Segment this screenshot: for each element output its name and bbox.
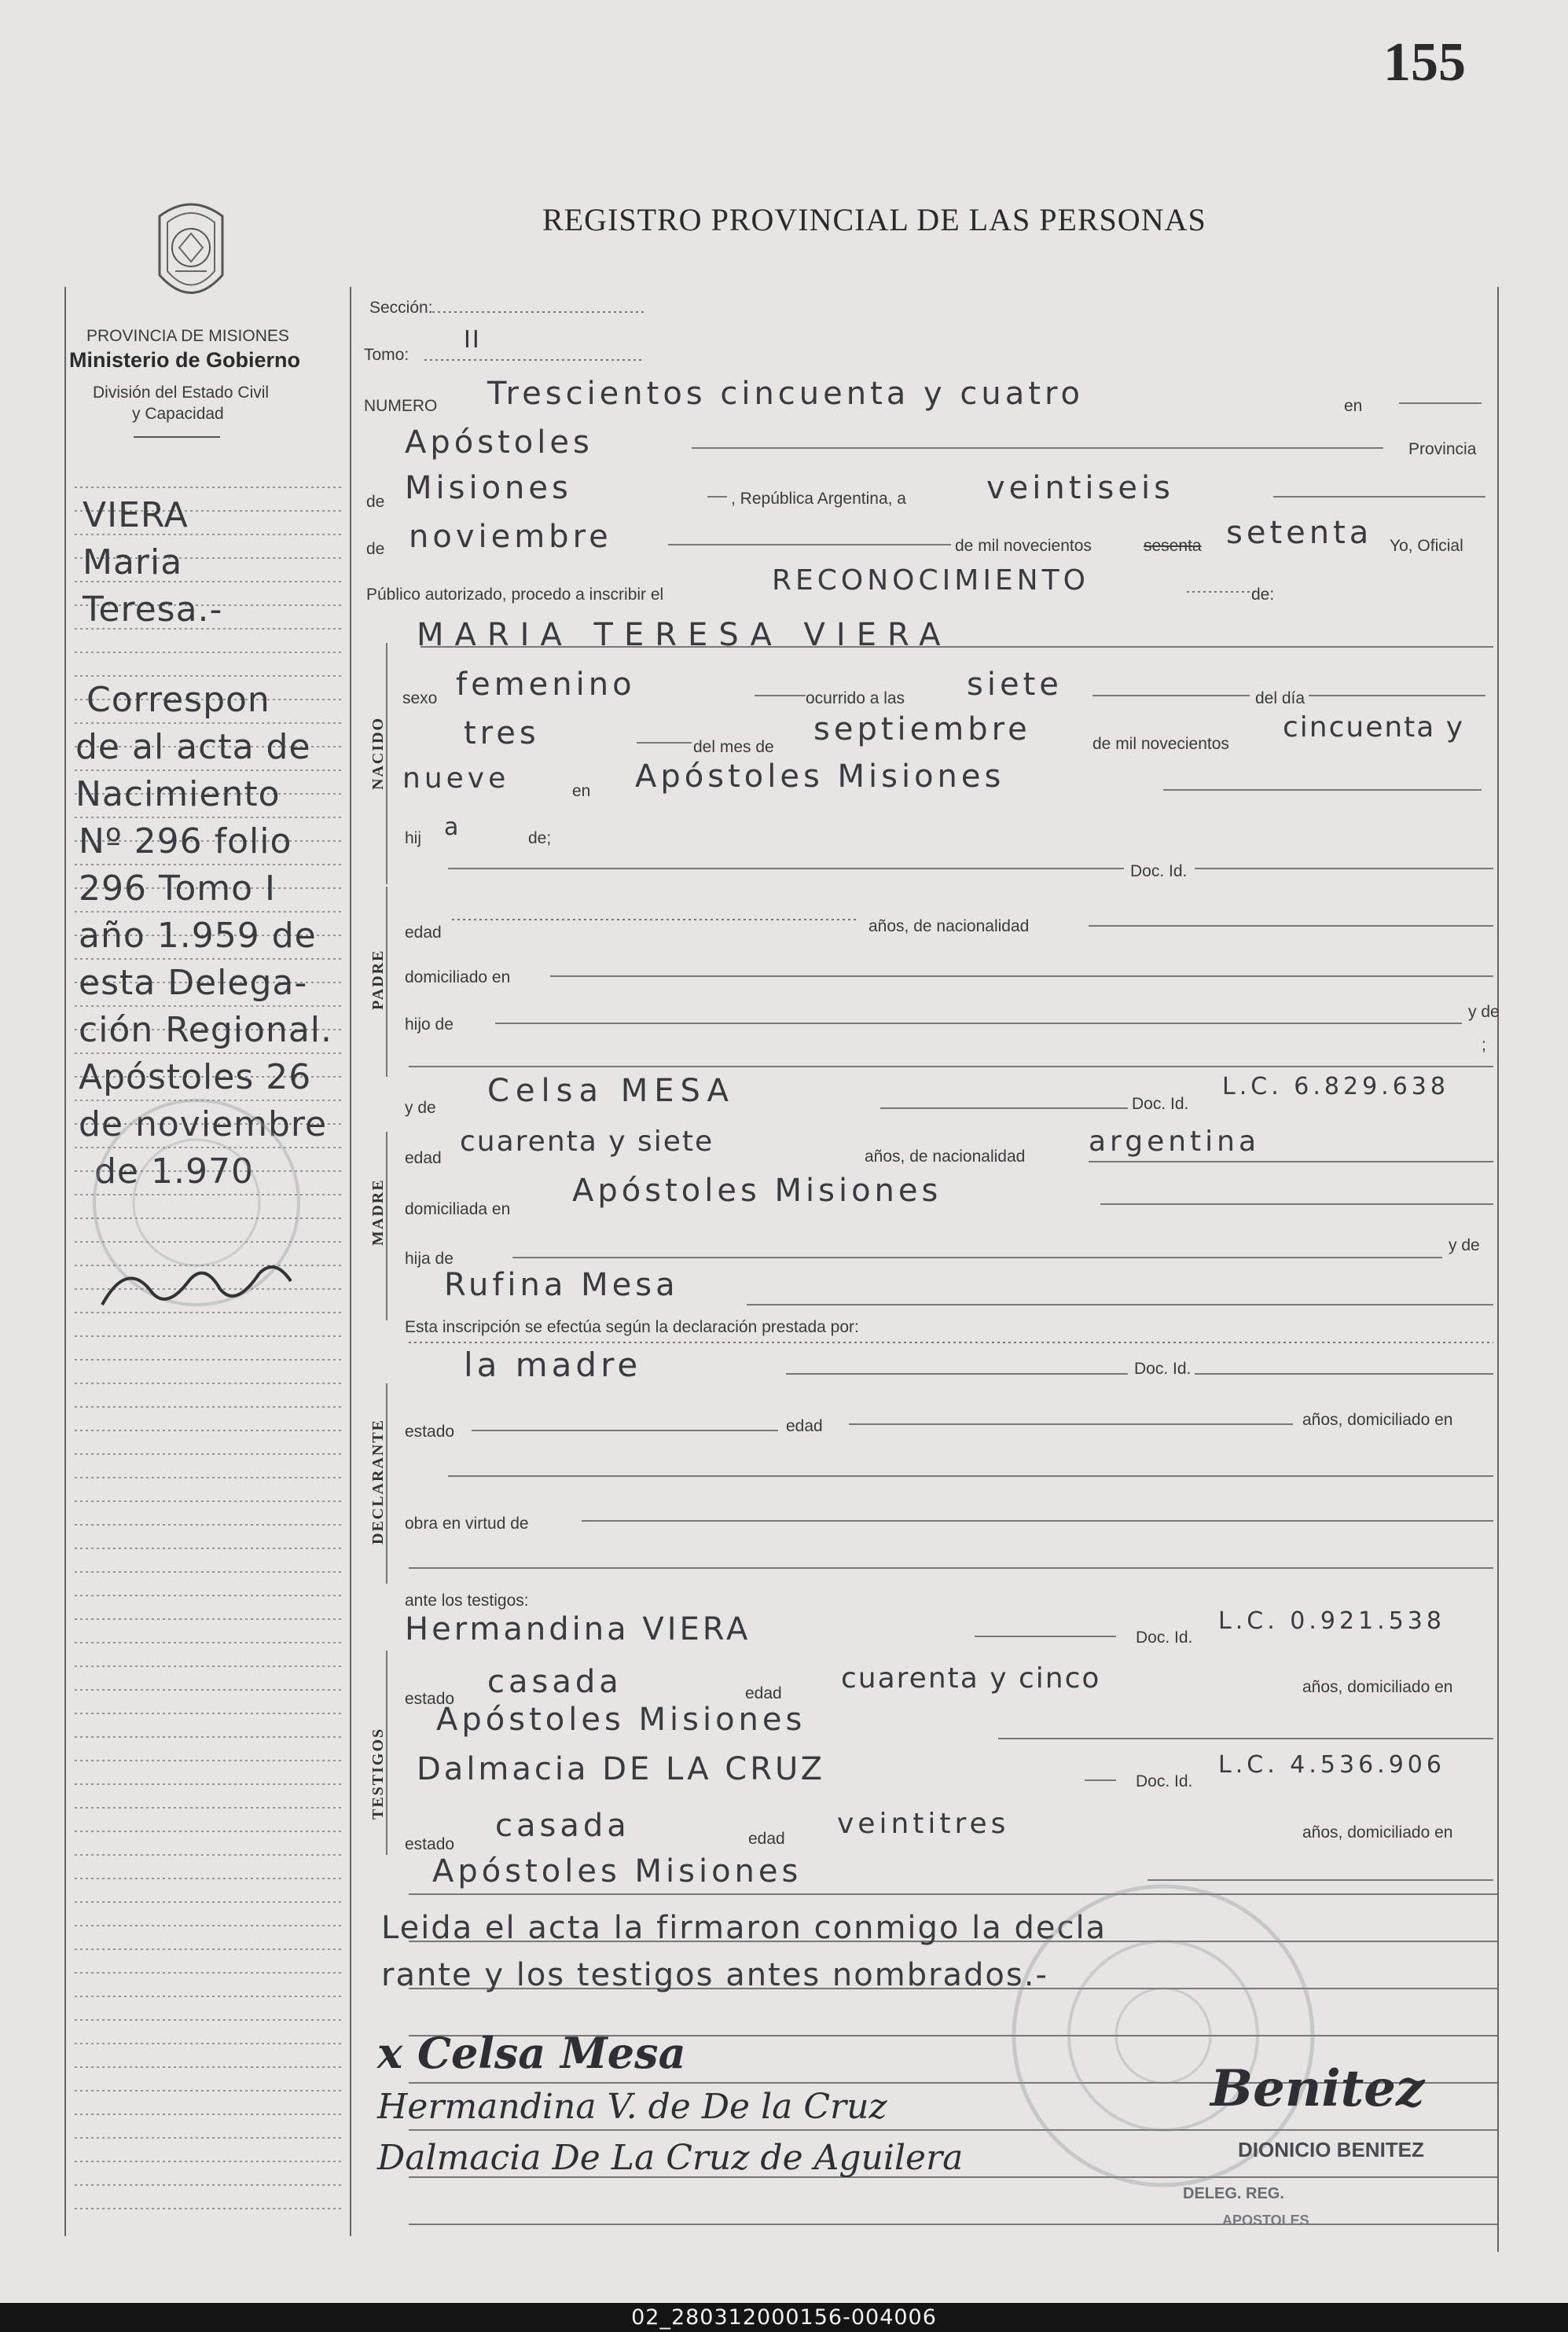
de-label-2: de (366, 540, 385, 558)
section-testigos: TESTIGOS (369, 1727, 387, 1820)
sexo-label: sexo (402, 689, 438, 707)
section-nacido: NACIDO (369, 716, 387, 790)
seccion-label: Sección: (369, 299, 433, 317)
testigo1-edad-label: edad (745, 1684, 782, 1702)
section-declarante: DECLARANTE (369, 1418, 387, 1544)
margin-name-1: Maria (83, 542, 183, 582)
testigo2-domicilio-value: Apóstoles Misiones (432, 1853, 802, 1889)
margin-note-line: esta Delega- (79, 963, 308, 1003)
division-label: División del Estado Civil (93, 384, 270, 402)
de-colon-label: de: (1251, 586, 1275, 604)
testigo2-edad-value: veintitres (837, 1808, 1010, 1840)
en-label: en (1344, 397, 1363, 415)
declarante-doc-label: Doc. Id. (1134, 1360, 1192, 1378)
hij-label: hij (405, 829, 422, 847)
padre-edad-label: edad (405, 924, 442, 942)
margin-note-line: Nacimiento (75, 774, 281, 814)
anio-nac-value: cincuenta y (1283, 711, 1465, 744)
madre-y-de-label: y de (405, 1099, 436, 1117)
padre-semicolon: ; (1482, 1036, 1486, 1054)
testigo1-estado-label: estado (405, 1690, 455, 1708)
testigo1-domicilio-value: Apóstoles Misiones (436, 1702, 806, 1738)
section-padre: PADRE (369, 949, 387, 1010)
madre-nacionalidad-label: años, de nacionalidad (865, 1148, 1026, 1166)
margin-note-line: 296 Tomo I (79, 869, 277, 909)
ministry-label: Ministerio de Gobierno (69, 348, 301, 372)
testigo1-estado-value: casada (487, 1664, 622, 1700)
signature-oficial: Benitez (1210, 2059, 1425, 2118)
doc-id-label: Doc. Id. (1130, 862, 1188, 880)
dia-value: veintiseis (986, 470, 1174, 506)
madre-hija-label: hija de (405, 1250, 454, 1268)
declarante-estado-label: estado (405, 1423, 455, 1441)
madre-nombre-value: Celsa MESA (487, 1073, 735, 1109)
padre-y-de-label: y de (1468, 1003, 1500, 1021)
declarante-value: la madre (464, 1346, 642, 1384)
cierre-line-1: Leida el acta la firmaron conmigo la decla (381, 1910, 1107, 1946)
tomo-value: II (464, 326, 481, 354)
stamp-role: DELEG. REG. (1183, 2185, 1284, 2202)
signature-testigo-2: Dalmacia De La Cruz de Aguilera (377, 2138, 964, 2178)
numero-label: NUMERO (364, 397, 438, 415)
publico-label: Público autorizado, procedo a inscribir el (366, 586, 664, 604)
stamp-place: APOSTOLES (1222, 2213, 1309, 2228)
page-number: 155 (1383, 32, 1466, 93)
margin-note-line: Nº 296 folio (79, 821, 292, 861)
hij-suffix-value: a (444, 813, 463, 841)
testigo1-edad-value: cuarenta y cinco (841, 1662, 1101, 1695)
sexo-value: femenino (456, 667, 636, 703)
margin-note-line: ción Regional. (79, 1010, 333, 1050)
padre-nacionalidad-label: años, de nacionalidad (868, 917, 1030, 935)
madre-y-de-label-2: y de (1449, 1236, 1480, 1254)
madre-doc-label: Doc. Id. (1132, 1095, 1189, 1113)
margin-note-line: año 1.959 de (79, 916, 317, 956)
testigo1-doc-label: Doc. Id. (1136, 1629, 1193, 1647)
margin-note-line: de 1.970 (94, 1151, 254, 1192)
madre-edad-label: edad (405, 1149, 442, 1167)
mil-novecientos-label: de mil novecientos (955, 537, 1092, 555)
madre-domicilio-value: Apóstoles Misiones (572, 1173, 942, 1209)
madre-domicilio-label: domiciliada en (405, 1200, 511, 1218)
madre-hija-de-value: Rufina Mesa (444, 1267, 679, 1303)
testigo1-nombre-value: Hermandina VIERA (405, 1611, 751, 1647)
declarante-edad-label: edad (786, 1417, 823, 1435)
ocurrido-label: ocurrido a las (806, 689, 905, 707)
margin-note-line: de al acta de (75, 727, 311, 767)
margin-name-2: Teresa.- (83, 589, 223, 630)
hora-value: siete (967, 667, 1063, 703)
signature-madre: x Celsa Mesa (377, 2028, 686, 2078)
testigo2-edad-label: edad (748, 1830, 785, 1848)
page-title: REGISTRO PROVINCIAL DE LAS PERSONAS (542, 202, 1206, 237)
numero-value: Trescientos cincuenta y cuatro (487, 376, 1084, 412)
stamp-name: DIONICIO BENITEZ (1238, 2138, 1424, 2161)
margin-surname: VIERA (83, 495, 189, 535)
sesenta-struck: sesenta (1144, 537, 1202, 555)
mes-value: noviembre (409, 519, 612, 555)
yo-oficial-label: Yo, Oficial (1390, 537, 1463, 555)
testigo1-domicilio-label: años, domiciliado en (1302, 1678, 1453, 1696)
footer-id: 02_280312000156-004006 (0, 2303, 1568, 2332)
cierre-line-2: rante y los testigos antes nombrados.- (381, 1957, 1048, 1993)
del-dia-label: del día (1255, 689, 1305, 707)
del-mes-label: del mes de (693, 738, 774, 756)
dia-nac-value: tres (464, 715, 540, 751)
declarante-obra-label: obra en virtud de (405, 1515, 529, 1533)
testigo2-domicilio-label: años, domiciliado en (1302, 1823, 1453, 1842)
testigo2-estado-label: estado (405, 1835, 455, 1853)
division-label-2: y Capacidad (132, 405, 224, 423)
provincia-label: Provincia (1408, 440, 1477, 458)
inscripcion-label: Esta inscripción se efectúa según la declaración prestada por: (405, 1318, 859, 1336)
madre-nacionalidad-value: argentina (1089, 1126, 1261, 1158)
testigos-label: ante los testigos: (405, 1592, 529, 1610)
margin-note-line: Apóstoles 26 (79, 1057, 312, 1097)
tipo-value: RECONOCIMIENTO (772, 564, 1089, 597)
lugar-value: Apóstoles (405, 424, 593, 461)
section-madre: MADRE (369, 1178, 387, 1246)
en-label-2: en (572, 782, 591, 800)
nombre-value: MARIA TERESA VIERA (417, 617, 952, 653)
testigo2-doc-value: L.C. 4.536.906 (1218, 1751, 1445, 1779)
testigo2-doc-label: Doc. Id. (1136, 1772, 1193, 1790)
mes-nac-value: septiembre (813, 711, 1031, 747)
margin-note-line: Correspon (86, 680, 270, 720)
margin-note-line: de noviembre (79, 1104, 328, 1144)
republica-label: , República Argentina, a (731, 490, 906, 508)
tomo-label: Tomo: (364, 346, 409, 364)
anio-nac-value-2: nueve (402, 762, 510, 795)
province-label: PROVINCIA DE MISIONES (86, 327, 289, 345)
padre-hijo-label: hijo de (405, 1015, 454, 1034)
padre-domicilio-label: domiciliado en (405, 968, 511, 986)
testigo2-nombre-value: Dalmacia DE LA CRUZ (417, 1751, 826, 1787)
testigo1-doc-value: L.C. 0.921.538 (1218, 1607, 1445, 1635)
testigo2-estado-value: casada (495, 1808, 630, 1844)
mil-novecientos-label-2: de mil novecientos (1092, 735, 1229, 753)
anio-value: setenta (1226, 515, 1373, 551)
de-semicolon-label: de; (528, 829, 552, 847)
lugar-nac-value: Apóstoles Misiones (635, 758, 1005, 795)
provincia-value: Misiones (405, 470, 572, 506)
signature-testigo-1: Hermandina V. de De la Cruz (377, 2087, 887, 2127)
declarante-domicilio-label: años, domiciliado en (1302, 1411, 1453, 1429)
madre-doc-value: L.C. 6.829.638 (1222, 1073, 1449, 1100)
madre-edad-value: cuarenta y siete (460, 1126, 714, 1158)
de-label: de (366, 493, 385, 511)
